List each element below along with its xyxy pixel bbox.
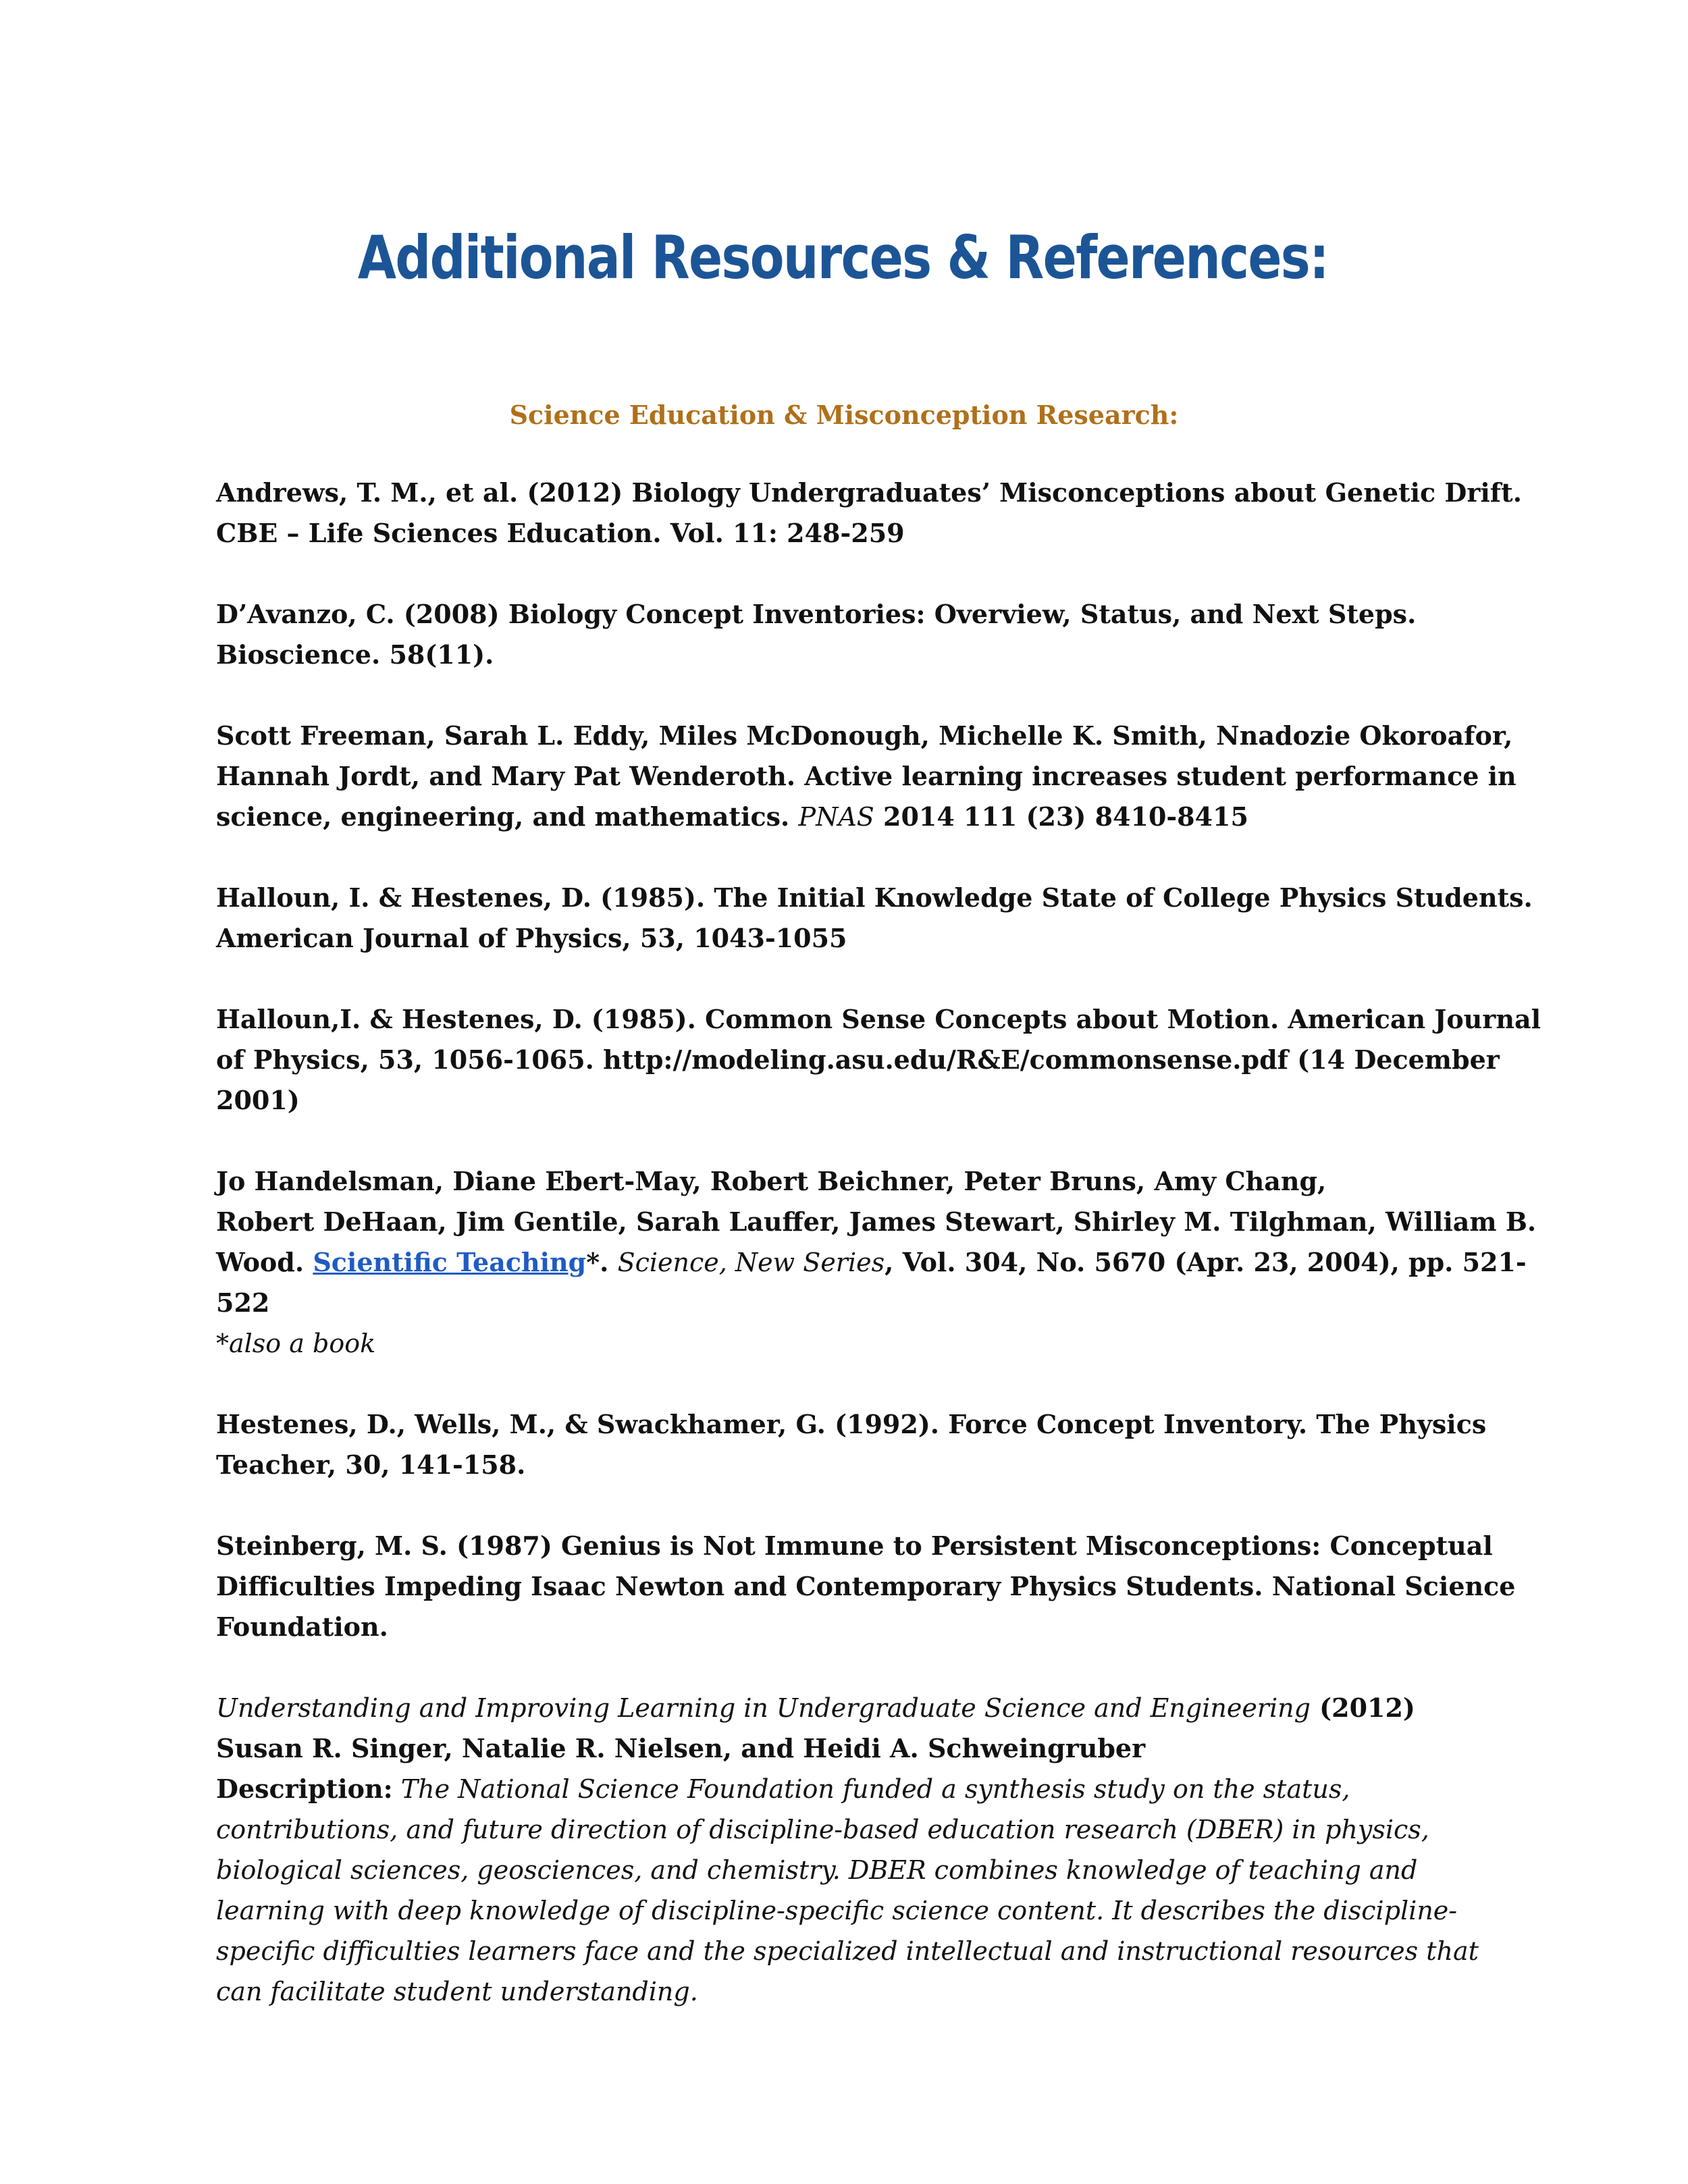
reference-singer-description-label: Description: [216,1774,393,1804]
reference-handelsman-note: *also a book [216,1329,376,1358]
reference-handelsman-authors-3: Wood. [216,1247,313,1277]
reference-steinberg: Steinberg, M. S. (1987) Genius is Not Immune to Persistent Misconceptions: Conceptual Difficulties Impeding Isaac Newton and Contemporary Physics Students. National Science Foundation. [216,1530,1516,1642]
reference-handelsman-asterisk: *. [586,1247,618,1277]
page-title: Additional Resources & References: [357,223,1328,292]
reference-davanzo: D’Avanzo, C. (2008) Biology Concept Inventories: Overview, Status, and Next Steps. Bioscience. 58(11). [216,599,1417,670]
reference-singer-book: Understanding and Improving Learning in Undergraduate Science and Engineering [216,1693,1311,1723]
reference-halloun-1: Halloun, I. & Hestenes, D. (1985). The Initial Knowledge State of College Physics Students. American Journal of Physics, 53, 1043-1055 [216,882,1533,953]
reference-handelsman [216,1161,1553,1364]
reference-halloun-2: Halloun,I. & Hestenes, D. (1985). Common Sense Concepts about Motion. American Journal of Physics, 53, 1056-1065. http://modeling.asu.edu/R&E/commonsense.pdf (14 December 2001) [216,1004,1541,1115]
scientific-teaching-link[interactable]: Scientific Teaching [313,1247,587,1277]
reference-handelsman-rest: , Vol. 304, No. 5670 (Apr. 23, 2004), pp. 521-522 [216,1247,1527,1318]
section-heading: Science Education & Misconception Research: [509,400,1179,430]
reference-handelsman-journal: Science, New Series [617,1248,885,1277]
reference-andrews: Andrews, T. M., et al. (2012) Biology Undergraduates’ Misconceptions about Genetic Drift. CBE – Life Sciences Education. Vol. 11: 248-259 [216,477,1522,548]
reference-singer [216,1688,1499,2012]
reference-freeman-rest: 2014 111 (23) 8410-8415 [874,801,1248,832]
reference-handelsman-authors-1: Jo Handelsman, Diane Ebert-May, Robert Beichner, Peter Bruns, Amy Chang, [216,1166,1327,1196]
reference-singer-description: The National Science Foundation funded a synthesis study on the status, contributions, and future direction of discipline-based education research (DBER) in physics, biological sciences, geosciences, and chemistry. DBER combines knowledge of teaching and learning with deep knowledge of discipline-specific science content. It describes the discipline-specific difficulties learners face and the specialized intellectual and instructional resources that can facilitate student understanding. [216,1774,1479,2006]
reference-handelsman-authors-2: Robert DeHaan, Jim Gentile, Sarah Lauffer, James Stewart, Shirley M. Tilghman, William B. [216,1206,1537,1237]
reference-hestenes: Hestenes, D., Wells, M., & Swackhamer, G. (1992). Force Concept Inventory. The Physics Teacher, 30, 141-158. [216,1409,1487,1480]
reference-freeman-text: Scott Freeman, Sarah L. Eddy, Miles McDonough, Michelle K. Smith, Nnadozie Okoroafor, Hannah Jordt, and Mary Pat Wenderoth. Active learning increases student performance in science, engineering, and mathematics. [216,720,1516,832]
reference-freeman [216,716,1553,837]
reference-singer-authors: (2012) Susan R. Singer, Natalie R. Nielsen, and Heidi A. Schweingruber [216,1693,1415,1763]
reference-list [216,473,1553,2012]
reference-freeman-journal: PNAS [798,802,874,832]
